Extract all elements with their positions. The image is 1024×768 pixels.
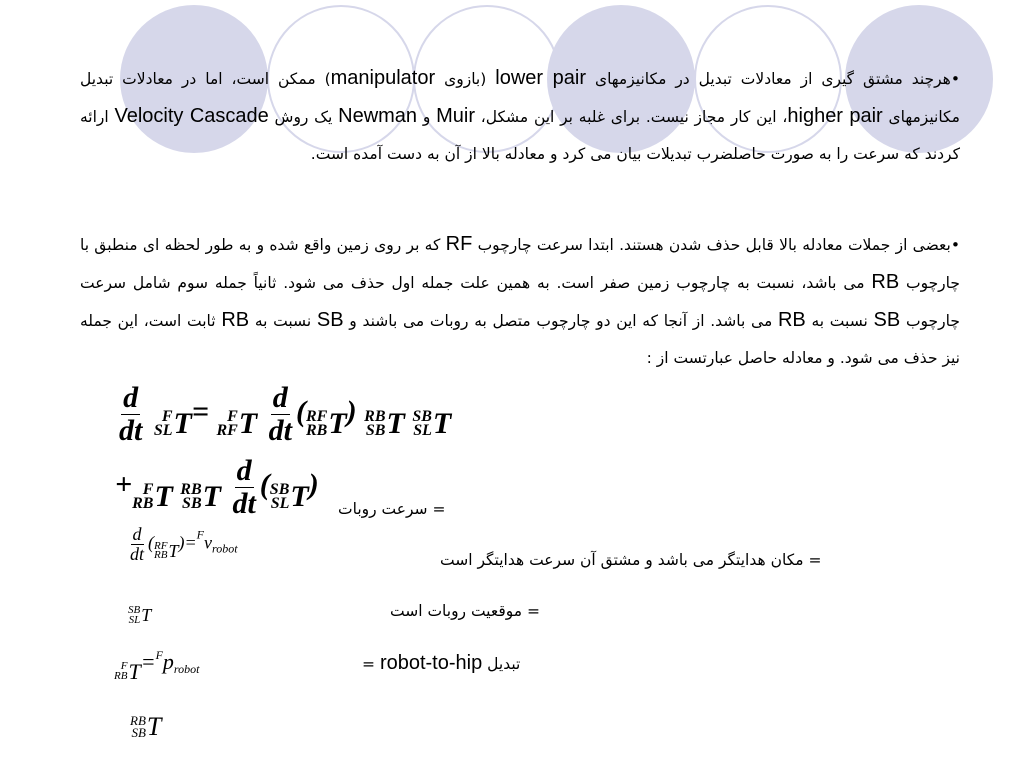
- label-robot-speed: [338, 500, 445, 518]
- text: = مکان هدایتگر می باشد و مشتق آن سرعت هدایتگر است: [440, 551, 822, 569]
- equation-guide-velocity: [126, 525, 238, 564]
- equation-robot-to-hip: [114, 648, 199, 685]
- equation-line-1: [115, 382, 451, 446]
- name-muir: Muir: [436, 105, 475, 127]
- paren: ): [178, 532, 185, 553]
- text: یک روش: [274, 108, 333, 126]
- position-symbol: p: [162, 649, 174, 674]
- derivative-operator: $\frac{d}{dt}$: [232, 454, 256, 520]
- text: و: [422, 108, 431, 126]
- text: بعضی از جملات معادله بالا قابل حذف شدن هستند. ابتدا سرعت چارچوب: [477, 236, 951, 254]
- velocity-symbol: v: [203, 532, 212, 553]
- plus-sign: +: [115, 467, 133, 501]
- label-robot-position: [390, 602, 540, 620]
- paragraph-velocity-cascade: [80, 60, 960, 173]
- equation-rb-sb: [130, 702, 161, 742]
- text: = موقعیت روبات است: [390, 602, 540, 620]
- superscript: F: [155, 648, 163, 662]
- bullet: •: [950, 70, 960, 88]
- text: نسبت به: [254, 312, 312, 330]
- text: هرچند مشتق گیری از معادلات تبدیل در مکانیزمهای: [594, 70, 951, 88]
- paren: (: [148, 532, 155, 553]
- frame-rb: RB: [221, 309, 250, 331]
- equation-robot-position: [128, 597, 151, 626]
- transform-RB-SB: RB SB T: [180, 480, 221, 514]
- label-robot-to-hip: [362, 652, 520, 675]
- text: که بر روی زمین واقع شده و به طور لحظه ای منطبق با چارچوب: [80, 236, 960, 292]
- term-velocity-cascade: Velocity Cascade: [114, 105, 269, 127]
- text: = سرعت روبات: [338, 500, 446, 518]
- transform-SB-SL: SB SL T: [128, 604, 152, 626]
- subscript: robot: [173, 662, 200, 676]
- transform-RF-RB: RF RB T: [305, 407, 347, 441]
- frame-sb: SB: [873, 309, 901, 331]
- equals-sign: =: [362, 655, 375, 673]
- frame-rb: RB: [777, 309, 806, 331]
- paren: (: [295, 394, 306, 428]
- transform-F-SL: F SL T: [153, 407, 192, 441]
- derivative-operator: $\frac{d}{dt}$: [268, 381, 292, 447]
- text: ارائه کردند که سرعت را به صورت حاصلضرب تبدیلات بیان می کرد و معادله بالا از آن به دست آمده است.: [80, 108, 960, 163]
- equation-line-2: [115, 455, 319, 519]
- transform-F-RB: F RB T: [114, 658, 141, 684]
- equals-sign: =: [140, 649, 156, 674]
- text: ، این کار مجاز نیست. برای غلبه بر این مشکل،: [480, 108, 788, 126]
- transform-SB-SL: SB SL T: [412, 407, 452, 441]
- paragraph-term-elimination: [80, 226, 960, 377]
- text: ثابت است، این جمله نیز حذف می شود. و معادله حاصل عبارتست از :: [80, 312, 960, 367]
- derivative-operator: $\frac{d}{dt}$: [119, 381, 143, 447]
- transform-RB-SB: RB SB T: [130, 711, 162, 741]
- bullet: •: [950, 236, 960, 254]
- transform-RB-SB: RB SB T: [364, 407, 405, 441]
- superscript: F: [196, 527, 204, 542]
- frame-rf: RF: [445, 233, 473, 255]
- name-newman: Newman: [338, 105, 418, 127]
- equals-sign: =: [184, 532, 197, 553]
- transform-SB-SL: SB SL T: [269, 480, 309, 514]
- text: (بازوی: [444, 70, 487, 88]
- frame-sb: SB: [316, 309, 344, 331]
- text: می باشد. از آنجا که این دو چارچوب متصل به روبات می باشند و: [349, 312, 773, 330]
- term-robot-to-hip: robot-to-hip: [379, 652, 483, 674]
- transform-RF-RB: RF RB T: [154, 539, 179, 562]
- equals-sign: =: [191, 394, 209, 428]
- derivative-operator: $\frac{d}{dt}$: [130, 524, 145, 564]
- paren: ): [346, 394, 357, 428]
- paren: (: [259, 467, 270, 501]
- label-guide-position: [440, 551, 821, 569]
- term-higher-pair: higher pair: [787, 105, 883, 127]
- paren: ): [308, 467, 319, 501]
- transform-F-RF: F RF T: [216, 407, 258, 441]
- term-manipulator: manipulator: [330, 67, 436, 89]
- text: می باشد، نسبت به چارچوب زمین صفر است. به همین علت جمله اول حذف می شود. ثانیاً جمله سوم شامل سرعت چارچوب: [80, 274, 960, 330]
- text: تبدیل: [487, 655, 521, 673]
- frame-rb: RB: [871, 271, 900, 293]
- transform-F-RB: F RB T: [132, 480, 173, 514]
- term-lower-pair: lower pair: [495, 67, 586, 89]
- text: نسبت به: [811, 312, 868, 330]
- text: ) ممکن است، اما در معادلات تبدیل مکانیزمهای: [80, 70, 960, 126]
- subscript: robot: [211, 541, 238, 556]
